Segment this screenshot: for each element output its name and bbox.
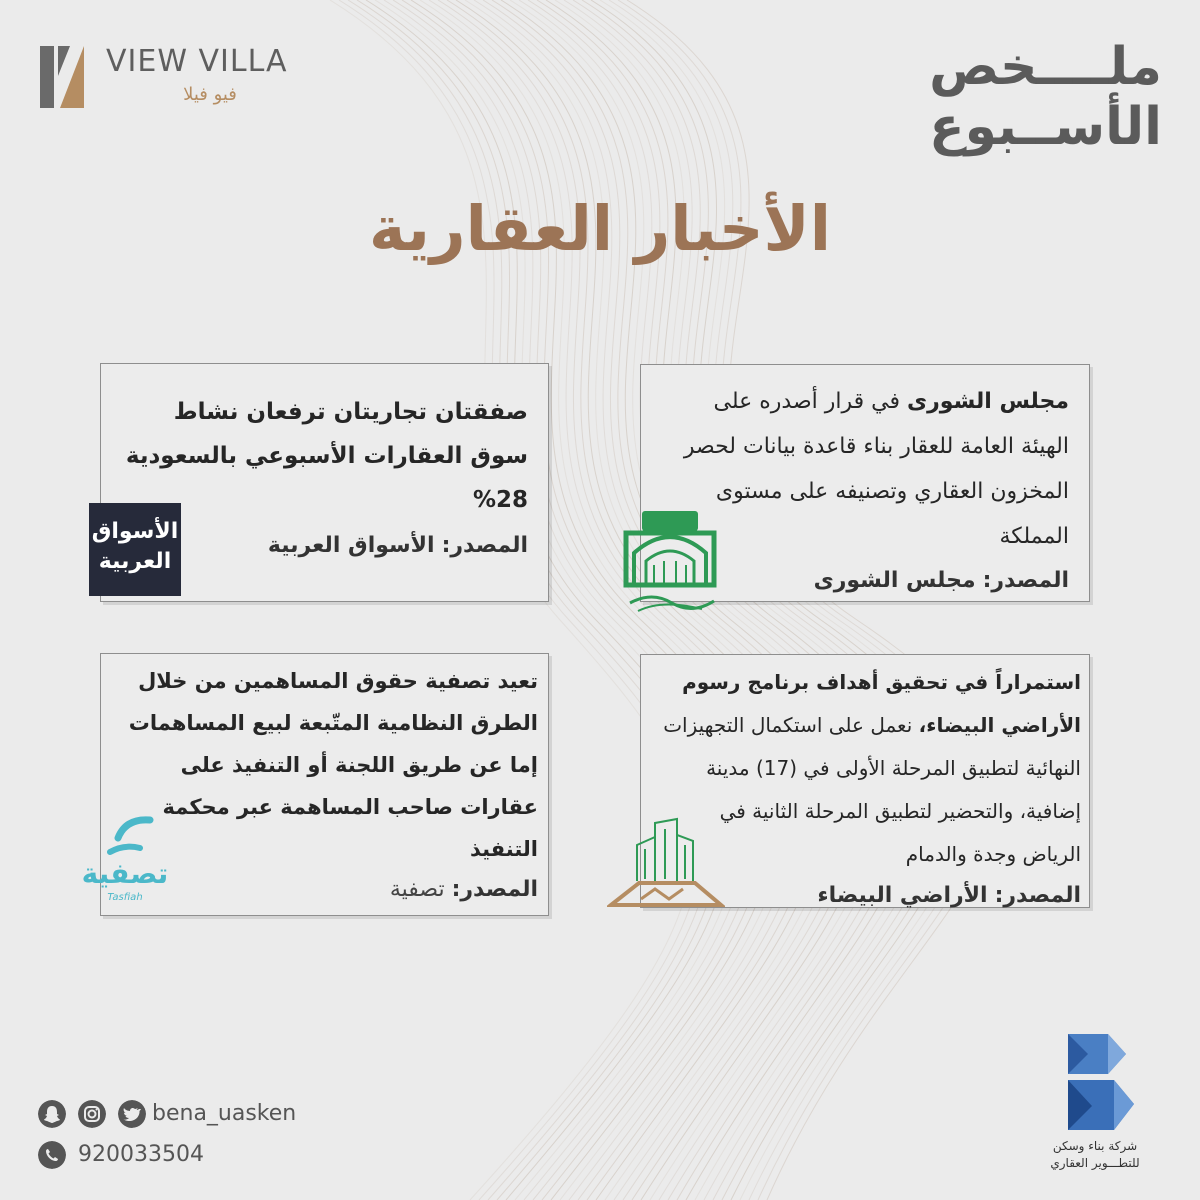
source-label: المصدر: (994, 883, 1081, 908)
tasfiyah-logo-text-en: Tasfiah (107, 892, 143, 903)
week-summary-line-2: الأســبوع (929, 97, 1162, 157)
aswaq-logo-line-1: الأسواق (91, 519, 179, 544)
snapchat-icon[interactable] (38, 1100, 66, 1128)
phone-number[interactable]: 920033504 (78, 1142, 204, 1167)
news-lead: استمراراً في تحقيق أهداف برنامج رسوم الأراضي البيضاء، (682, 670, 1081, 737)
bena-wa-sakan-mark-icon (1050, 1030, 1150, 1136)
news-text: تعيد تصفية حقوق المساهمين من خلال الطرق النظامية المتّبعة لبيع المساهمات إما عن طريق اللجنة أو التنفيذ على عقارات صاحب المساهمة عبر محكمة التنفيذ (128, 669, 538, 861)
company-name-line-1: شركة بناء وسكن (1052, 1139, 1138, 1153)
source-name: تصفية (389, 877, 445, 902)
source-name: مجلس الشورى (813, 568, 976, 593)
source-label: المصدر: (982, 568, 1069, 593)
source-label: المصدر: (441, 533, 528, 558)
source-name: الأراضي البيضاء (817, 883, 988, 908)
news-body: نعمل على استكمال التجهيزات النهائية لتطبيق المرحلة الأولى في (17) مدينة إضافية، والتحضير لتطبيق المرحلة الثانية في الرياض وجدة والدمام (663, 713, 1081, 866)
white-lands-logo-icon (607, 815, 725, 910)
al-aswaq-al-arabiya-logo (89, 503, 181, 596)
week-summary-heading (882, 38, 1162, 158)
brand-logo (40, 40, 300, 110)
instagram-icon[interactable] (78, 1100, 106, 1128)
aswaq-logo-line-2: العربية (98, 549, 172, 574)
company-logo (1030, 1030, 1160, 1180)
whatsapp-phone-icon (38, 1141, 66, 1169)
social-handle[interactable]: bena_uasken (152, 1101, 297, 1126)
tasfiyah-logo-text: تصفية (81, 857, 169, 890)
company-name-line-2: للتطـــوير العقاري (1050, 1156, 1140, 1170)
news-body: في قرار أصدره على الهيئة العامة للعقار بناء قاعدة بيانات لحصر المخزون العقاري وتصنيفه على مستوى المملكة (683, 389, 1069, 549)
majlis-al-shura-logo-icon (612, 503, 728, 617)
twitter-icon[interactable] (118, 1100, 146, 1128)
source-label: المصدر: (451, 877, 538, 902)
view-villa-mark-icon (40, 46, 84, 108)
news-text: صفقتان تجاريتان ترفعان نشاط سوق العقارات الأسبوعي بالسعودية 28% (125, 399, 528, 513)
source-name: الأسواق العربية (267, 533, 435, 558)
company-name (1030, 1138, 1160, 1172)
page-title: الأخبار العقارية (369, 192, 831, 265)
brand-name-en: VIEW VILLA (106, 44, 288, 79)
week-summary-line-1: ملــــخص (929, 37, 1162, 97)
news-lead: مجلس الشورى (906, 389, 1069, 414)
tasfiyah-logo (70, 808, 180, 908)
brand-name-ar: فيو فيلا (183, 84, 237, 105)
